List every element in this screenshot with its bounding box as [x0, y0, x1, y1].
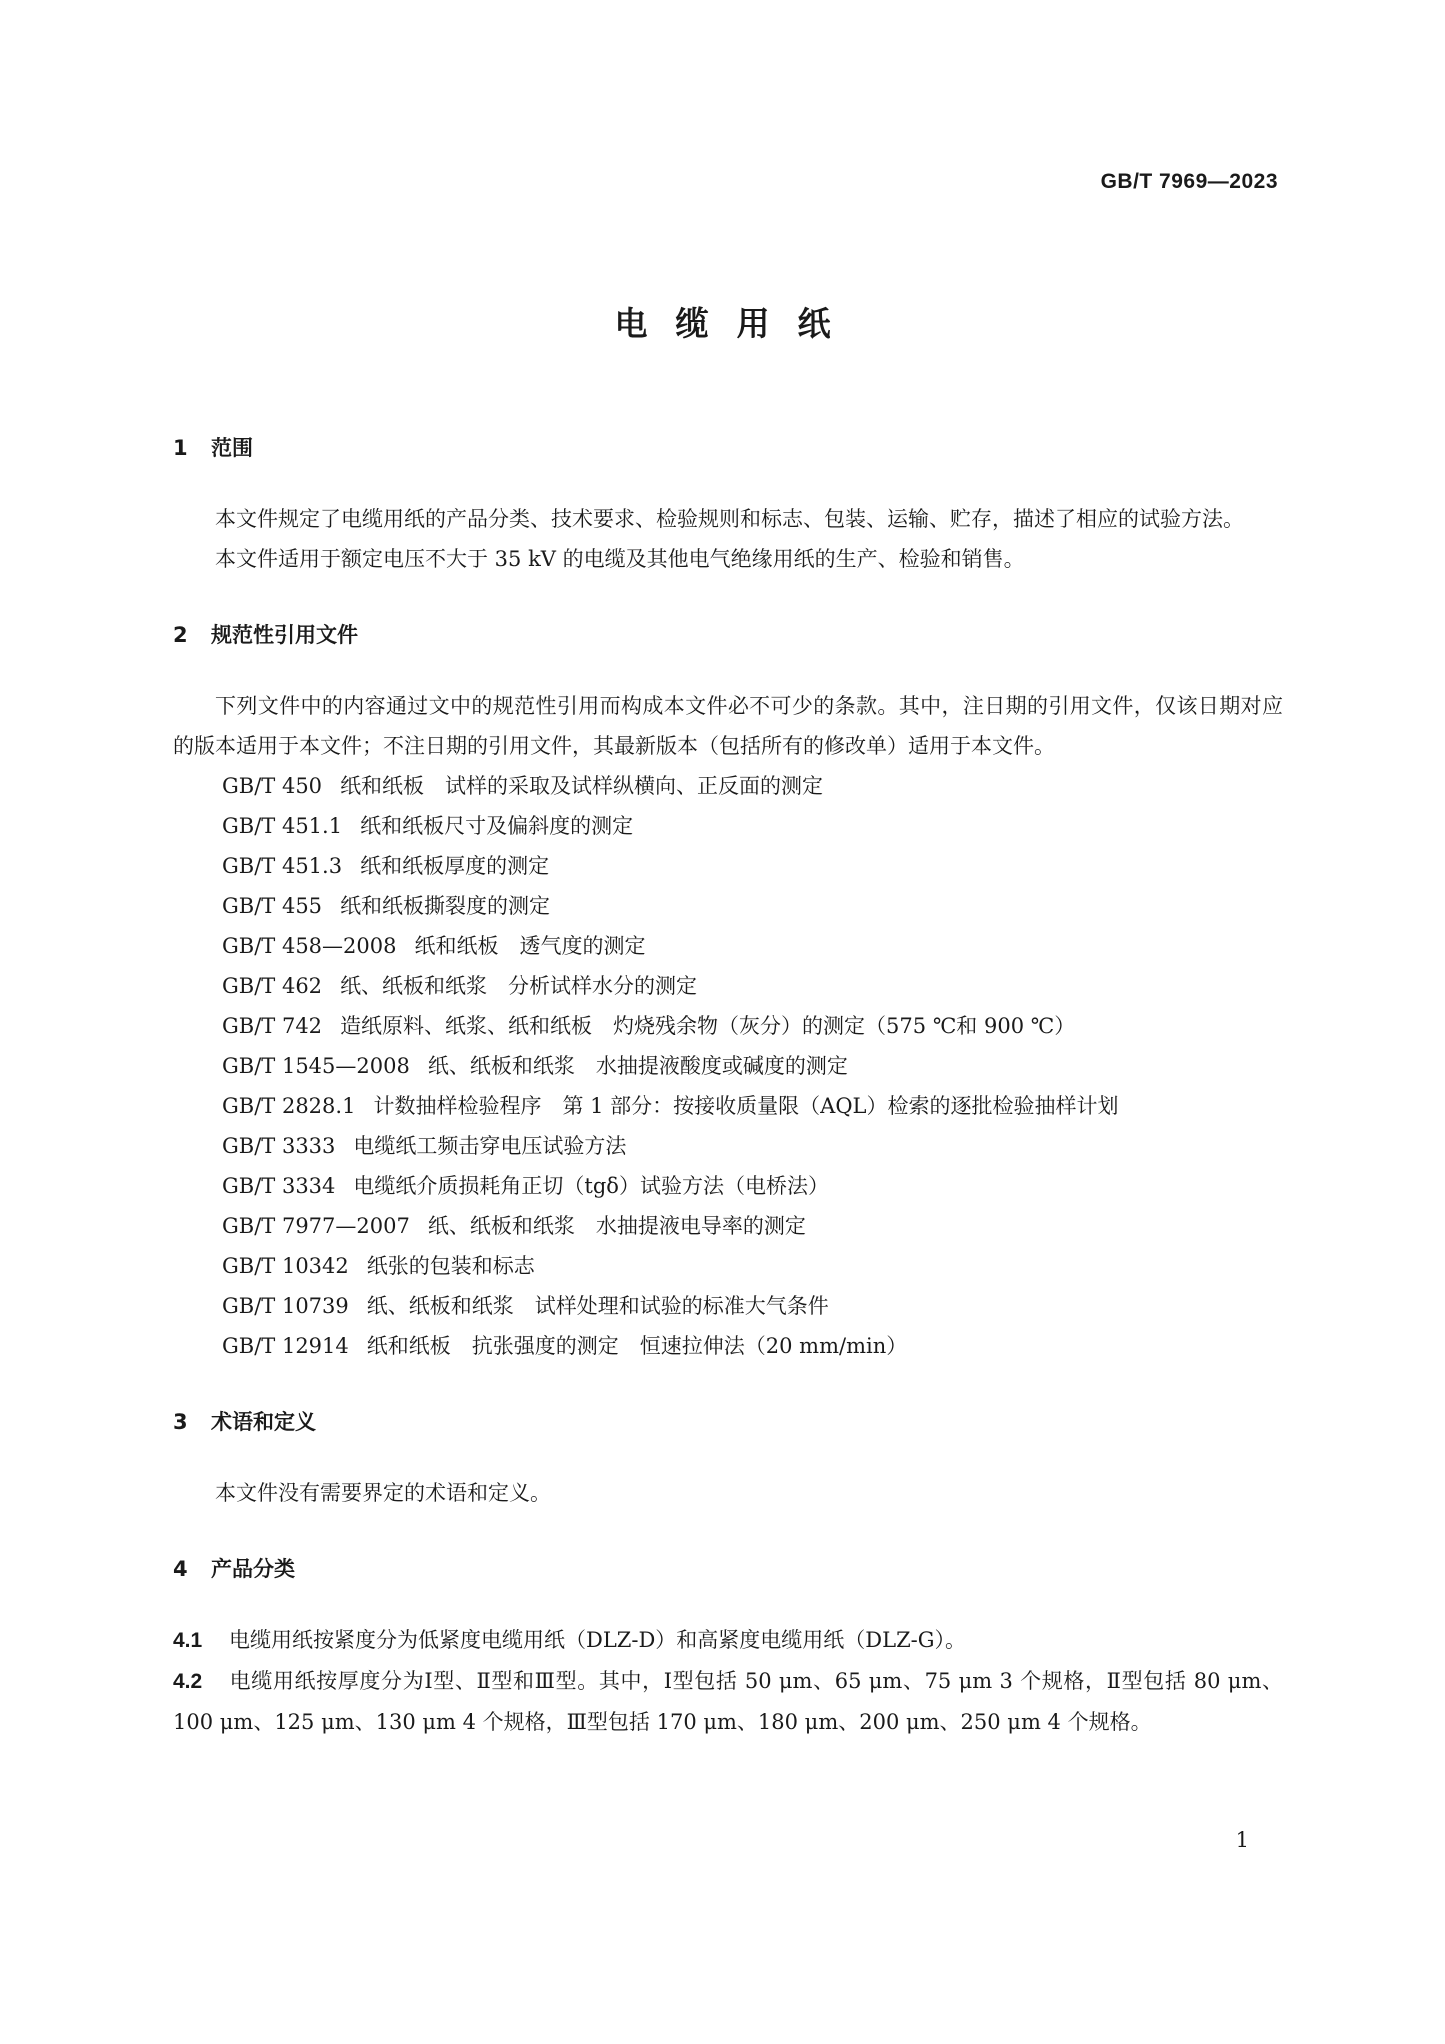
reference-item: [173, 806, 1283, 846]
section-heading-terms: [173, 1402, 1283, 1442]
reference-item: [173, 1286, 1283, 1326]
reference-code: GB/T 742: [222, 1014, 323, 1038]
reference-code: GB/T 451.3: [222, 854, 343, 878]
reference-title: 纸和纸板撕裂度的测定: [340, 894, 551, 918]
reference-title: 纸和纸板 试样的采取及试样纵横向、正反面的测定: [340, 774, 824, 798]
terms-paragraph: 本文件没有需要界定的术语和定义。: [215, 1481, 551, 1505]
clause-number: 4.1: [173, 1629, 203, 1652]
reference-title: 电缆纸介质损耗角正切（tgδ）试验方法（电桥法）: [353, 1174, 829, 1198]
reference-title: 纸、纸板和纸浆 水抽提液电导率的测定: [427, 1214, 806, 1238]
reference-item: [173, 1046, 1283, 1086]
section-title: 产品分类: [211, 1557, 295, 1581]
reference-list: [173, 766, 1283, 1366]
document-title: 电缆用纸: [614, 304, 859, 343]
section-number: 1: [173, 436, 188, 460]
reference-title: 纸和纸板 透气度的测定: [414, 934, 646, 958]
reference-code: GB/T 1545—2008: [222, 1054, 410, 1078]
reference-title: 纸、纸板和纸浆 水抽提液酸度或碱度的测定: [427, 1054, 848, 1078]
reference-code: GB/T 455: [222, 894, 323, 918]
normative-intro-paragraph: 下列文件中的内容通过文中的规范性引用而构成本文件必不可少的条款。其中，注日期的引用文件，仅该日期对应的版本适用于本文件；不注日期的引用文件，其最新版本（包括所有的修改单）适用于本文件。: [173, 694, 1283, 758]
clause: [173, 1661, 1283, 1742]
scope-paragraph: 本文件适用于额定电压不大于 35 kV 的电缆及其他电气绝缘用纸的生产、检验和销售。: [215, 547, 1025, 571]
document-body: [173, 428, 1283, 1742]
section-title: 术语和定义: [211, 1410, 316, 1434]
reference-title: 造纸原料、纸浆、纸和纸板 灼烧残余物（灰分）的测定（575 ℃和 900 ℃）: [340, 1014, 1076, 1038]
section-heading-normative-references: [173, 615, 1283, 655]
scope-paragraph: 本文件规定了电缆用纸的产品分类、技术要求、检验规则和标志、包装、运输、贮存，描述了相应的试验方法。: [215, 507, 1244, 531]
section-title: 范围: [211, 436, 253, 460]
reference-item: [173, 1326, 1283, 1366]
clause-text: 电缆用纸按紧度分为低紧度电缆用纸（DLZ-D）和高紧度电缆用纸（DLZ-G）。: [229, 1628, 967, 1652]
reference-code: GB/T 10342: [222, 1254, 349, 1278]
reference-code: GB/T 3334: [222, 1174, 336, 1198]
reference-code: GB/T 3333: [222, 1134, 336, 1158]
reference-title: 纸张的包装和标志: [366, 1254, 535, 1278]
section-number: 4: [173, 1557, 188, 1581]
section-title: 规范性引用文件: [211, 623, 358, 647]
reference-item: [173, 926, 1283, 966]
section-heading-scope: [173, 428, 1283, 468]
reference-item: [173, 1206, 1283, 1246]
reference-title: 电缆纸工频击穿电压试验方法: [353, 1134, 627, 1158]
clause-number: 4.2: [173, 1670, 203, 1693]
reference-code: GB/T 458—2008: [222, 934, 397, 958]
reference-title: 计数抽样检验程序 第 1 部分：按接收质量限（AQL）检索的逐批检验抽样计划: [373, 1094, 1119, 1118]
reference-item: [173, 1006, 1283, 1046]
reference-code: GB/T 7977—2007: [222, 1214, 410, 1238]
section-heading-classification: [173, 1549, 1283, 1589]
reference-item: [173, 886, 1283, 926]
reference-item: [173, 846, 1283, 886]
reference-item: [173, 766, 1283, 806]
clause-text: 电缆用纸按厚度分为Ⅰ型、Ⅱ型和Ⅲ型。其中，Ⅰ型包括 50 μm、65 μm、75 μm 3 个规格，Ⅱ型包括 80 μm、100 μm、125 μm、130 μm 4 个规格，Ⅲ型包括 170 μm、180 μm、200 μm、250 μm 4 个规格。: [173, 1669, 1283, 1734]
reference-item: [173, 1086, 1283, 1126]
reference-title: 纸和纸板 抗张强度的测定 恒速拉伸法（20 mm/min）: [366, 1334, 908, 1358]
reference-item: [173, 1246, 1283, 1286]
reference-code: GB/T 2828.1: [222, 1094, 356, 1118]
reference-title: 纸、纸板和纸浆 试样处理和试验的标准大气条件: [366, 1294, 829, 1318]
section-number: 2: [173, 623, 188, 647]
reference-title: 纸和纸板尺寸及偏斜度的测定: [360, 814, 634, 838]
reference-title: 纸和纸板厚度的测定: [360, 854, 550, 878]
reference-title: 纸、纸板和纸浆 分析试样水分的测定: [340, 974, 698, 998]
reference-code: GB/T 462: [222, 974, 323, 998]
standard-code: GB/T 7969—2023: [1100, 170, 1278, 193]
reference-code: GB/T 10739: [222, 1294, 349, 1318]
reference-item: [173, 1166, 1283, 1206]
reference-item: [173, 1126, 1283, 1166]
reference-item: [173, 966, 1283, 1006]
clause: [173, 1620, 1283, 1661]
reference-code: GB/T 451.1: [222, 814, 343, 838]
reference-code: GB/T 450: [222, 774, 323, 798]
page-number: 1: [1235, 1828, 1249, 1852]
section-number: 3: [173, 1410, 188, 1434]
reference-code: GB/T 12914: [222, 1334, 349, 1358]
